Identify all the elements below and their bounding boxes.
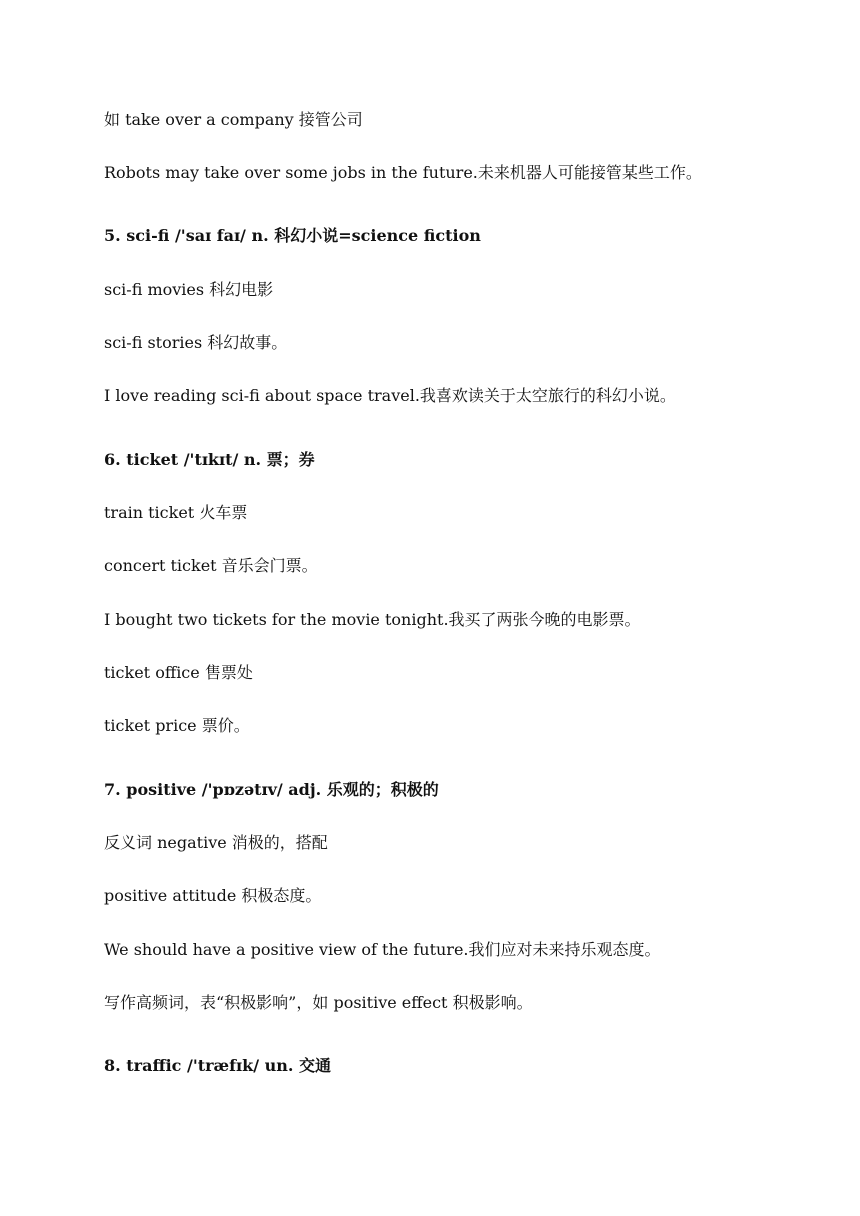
example-take-over-company: 如 take over a company 接管公司 [104, 110, 363, 129]
note-writing-positive-effect: 写作高频词，表“积极影响”，如 positive effect 积极影响。 [104, 993, 533, 1012]
example-ticket-price: ticket price 票价。 [104, 716, 250, 735]
example-sentence-positive-view: We should have a positive view of the future.我们应对未来持乐观态度。 [104, 940, 661, 959]
entry-heading-positive: 7. positive /'pɒzətɪv/ adj. 乐观的；积极的 [104, 780, 439, 799]
example-positive-attitude: positive attitude 积极态度。 [104, 886, 322, 905]
example-sentence-space-travel: I love reading sci-fi about space travel.我喜欢读关于太空旅行的科幻小说。 [104, 386, 676, 405]
example-ticket-office: ticket office 售票处 [104, 663, 253, 682]
example-sci-fi-movies: sci-fi movies 科幻电影 [104, 280, 274, 299]
example-train-ticket: train ticket 火车票 [104, 503, 248, 522]
example-concert-ticket: concert ticket 音乐会门票。 [104, 556, 318, 575]
entry-heading-traffic: 8. traffic /'træfɪk/ un. 交通 [104, 1056, 332, 1075]
example-sci-fi-stories: sci-fi stories 科幻故事。 [104, 333, 288, 352]
entry-heading-sci-fi: 5. sci-fi /'saɪ faɪ/ n. 科幻小说=science fiction [104, 226, 481, 245]
example-sentence-robots: Robots may take over some jobs in the future.未来机器人可能接管某些工作。 [104, 163, 702, 182]
entry-heading-ticket: 6. ticket /'tɪkɪt/ n. 票；券 [104, 450, 315, 469]
note-antonym-negative: 反义词 negative 消极的，搭配 [104, 833, 328, 852]
example-sentence-tickets-movie: I bought two tickets for the movie tonight.我买了两张今晚的电影票。 [104, 610, 641, 629]
